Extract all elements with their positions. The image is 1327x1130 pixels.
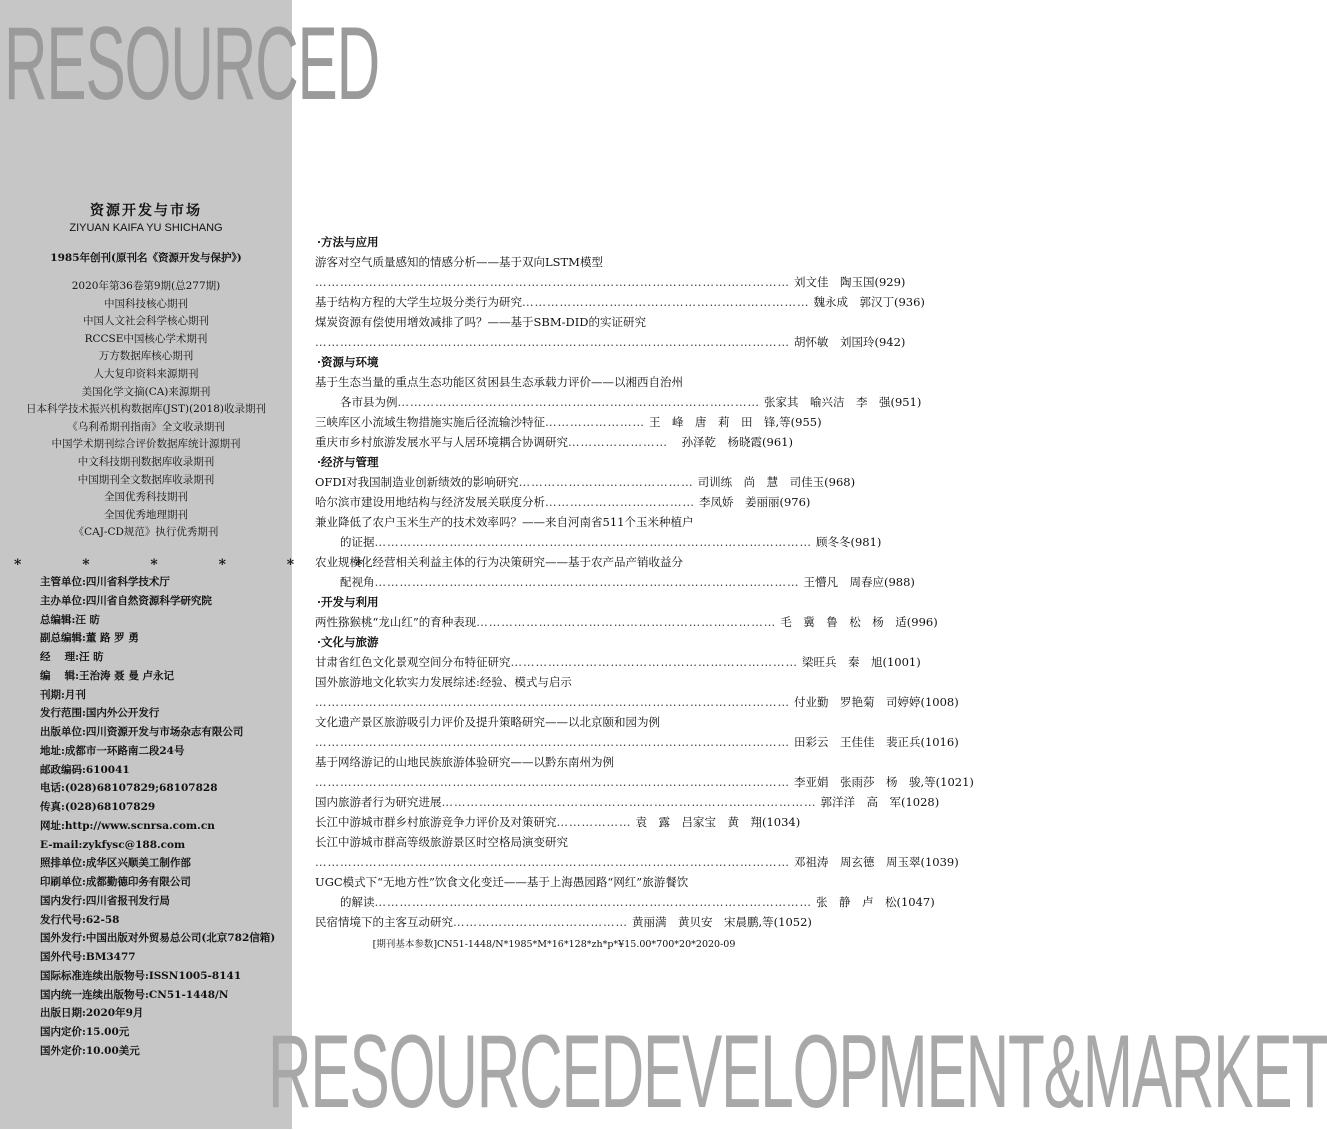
article-authors: 田彩云 王佳佳 裴正兵(1016) xyxy=(794,735,959,749)
masthead-part1: RESOURCED xyxy=(4,6,379,122)
article-title: 国内旅游者行为研究进展 xyxy=(315,795,442,809)
article-byline: …………………………………………………………………………………………………… 李亚娟 张雨莎 杨 骏,等(1021) xyxy=(315,772,793,792)
article-authors: 王懵凡 周春应(988) xyxy=(803,575,915,589)
info-line: 地址:成都市一环路南二段24号 xyxy=(40,744,185,757)
founded-note: 1985年创刊(原刊名《资源开发与保护》) xyxy=(50,252,242,264)
article-title[interactable]: 长江中游城市群高等级旅游景区时空格局演变研究 xyxy=(315,835,568,849)
issue-line: 2020年第36卷第9期(总277期) xyxy=(71,280,221,292)
article-title-cont: 配视角 xyxy=(340,575,375,589)
info-line: 国外代号:BM3477 xyxy=(40,951,136,963)
indexing-item: 中文科技期刊数据库收录期刊 xyxy=(77,455,215,468)
article-authors: 李亚娟 张雨莎 杨 骏,等(1021) xyxy=(794,775,974,789)
article-title[interactable]: UGC模式下“无地方性”饮食文化变迁——基于上海愚园路“网红”旅游餐饮 xyxy=(315,875,689,889)
article-entry[interactable]: 哈尔滨市建设用地结构与经济发展关联度分析 ……………………………… 李凤娇 姜丽丽(976) xyxy=(315,492,793,512)
journal-title: 资源开发与市场 xyxy=(90,203,202,219)
info-line: 国内定价:15.00元 xyxy=(40,1026,130,1038)
indexing-item: RCCSE中国核心学术期刊 xyxy=(84,332,208,345)
article-authors: 张 静 卢 松(1047) xyxy=(816,895,935,909)
article-title[interactable]: 国外旅游地文化软实力发展综述:经验、模式与启示 xyxy=(315,675,572,689)
article-title[interactable]: 游客对空气质量感知的情感分析——基于双向LSTM模型 xyxy=(315,255,603,269)
article-authors: 魏永成 郭汉丁(936) xyxy=(813,295,925,309)
article-entry[interactable]: 长江中游城市群乡村旅游竞争力评价及对策研究 ……………… 袁 露 吕家宝 黄 翔(1034) xyxy=(315,812,793,832)
article-title: 两性猕猴桃“龙山红”的育种表现 xyxy=(315,615,477,629)
article-authors: 胡怀敏 刘国玲(942) xyxy=(794,335,906,349)
article-title[interactable]: 基于网络游记的山地民族旅游体验研究——以黔东南州为例 xyxy=(315,755,614,769)
article-authors: 刘文佳 陶玉国(929) xyxy=(794,275,906,289)
info-line: 总编辑:汪 昉 xyxy=(40,613,101,626)
article-authors: 梁旺兵 秦 旭(1001) xyxy=(802,655,921,669)
info-line: 国际标准连续出版物号:ISSN1005-8141 xyxy=(40,969,242,982)
article-authors: 毛 冀 鲁 松 杨 适(996) xyxy=(780,615,938,629)
article-entry[interactable]: 甘肃省红色文化景观空间分布特征研究 …………………………………………………………… 梁旺兵 秦 旭(1001) xyxy=(315,652,793,672)
info-line: 刊期:月刊 xyxy=(40,688,86,701)
article-authors: 张家其 喻兴洁 李 强(951) xyxy=(764,395,922,409)
article-title[interactable]: 煤炭资源有偿使用增效减排了吗？——基于SBM-DID的实证研究 xyxy=(315,315,646,329)
article-authors: 袁 露 吕家宝 黄 翔(1034) xyxy=(635,815,801,829)
article-byline: 各市县为例 …………………………………………………………………………… 张家其 喻兴洁 李 强(951) xyxy=(315,392,793,412)
star-divider: * * * * * * xyxy=(14,557,391,573)
indexing-item: 万方数据库核心期刊 xyxy=(98,350,194,363)
article-title: 民宿情境下的主客互动研究 xyxy=(315,915,453,929)
article-byline: 的证据 …………………………………………………………………………………………… 顾冬冬(981) xyxy=(315,532,793,552)
article-authors: 司训练 尚 慧 司佳玉(968) xyxy=(697,475,856,489)
article-title: OFDI对我国制造业创新绩效的影响研究 xyxy=(315,475,519,489)
article-title[interactable]: 文化遗产景区旅游吸引力评价及提升策略研究——以北京颐和园为例 xyxy=(315,715,660,729)
article-entry[interactable]: 基于结构方程的大学生垃圾分类行为研究 …………………………………………………………… 魏永成 郭汉丁(936) xyxy=(315,292,793,312)
article-title: 哈尔滨市建设用地结构与经济发展关联度分析 xyxy=(315,495,545,509)
info-line: 编 辑:王治涛 聂 曼 卢永记 xyxy=(40,669,174,682)
article-byline: …………………………………………………………………………………………………… 胡怀敏 刘国玲(942) xyxy=(315,332,793,352)
article-authors: 孙泽乾 杨晓霞(961) xyxy=(681,435,793,449)
article-entry[interactable]: 三峡库区小流域生物措施实施后径流输沙特征 …………………… 王 峰 唐 莉 田 锋,等(955) xyxy=(315,412,793,432)
article-title[interactable]: 农业规模化经营相关利益主体的行为决策研究——基于农产品产销收益分 xyxy=(315,555,683,569)
section-heading: ·经济与管理 xyxy=(317,455,379,469)
article-entry[interactable]: 重庆市乡村旅游发展水平与人居环境耦合协调研究 …………………… 孙泽乾 杨晓霞(961) xyxy=(315,432,793,452)
article-entry[interactable]: 民宿情境下的主客互动研究 …………………………………… 黄丽满 黄贝安 宋晨鹏,等(1052) xyxy=(315,912,793,932)
article-entry[interactable]: OFDI对我国制造业创新绩效的影响研究 …………………………………… 司训练 尚 慧 司佳玉(968) xyxy=(315,472,793,492)
info-line: 国内统一连续出版物号:CN51-1448/N xyxy=(40,988,229,1001)
indexing-item: 《CAJ-CD规范》执行优秀期刊 xyxy=(73,526,219,539)
info-line: 电话:(028)68107829;68107828 xyxy=(40,782,218,795)
article-title: 甘肃省红色文化景观空间分布特征研究 xyxy=(315,655,511,669)
indexing-list xyxy=(0,278,292,542)
info-line: 国内发行:四川省报刊发行局 xyxy=(40,894,170,907)
article-title-cont: 的证据 xyxy=(340,535,375,549)
article-title-cont: 的解读 xyxy=(340,895,375,909)
info-line: 出版日期:2020年9月 xyxy=(40,1007,144,1020)
article-authors: 邓祖涛 周玄德 周玉翠(1039) xyxy=(794,855,959,869)
indexing-item: 全国优秀地理期刊 xyxy=(104,508,188,521)
info-line: 邮政编码:610041 xyxy=(40,763,130,776)
article-title: 基于结构方程的大学生垃圾分类行为研究 xyxy=(315,295,522,309)
journal-pinyin: ZIYUAN KAIFA YU SHICHANG xyxy=(69,222,223,234)
indexing-item: 中国期刊全文数据库收录期刊 xyxy=(77,473,215,486)
indexing-item: 美国化学文摘(CA)来源期刊 xyxy=(81,385,211,398)
article-authors: 顾冬冬(981) xyxy=(816,535,882,549)
article-authors: 付业勤 罗艳菊 司婷婷(1008) xyxy=(794,695,959,709)
article-byline: …………………………………………………………………………………………………… 付业勤 罗艳菊 司婷婷(1008) xyxy=(315,692,793,712)
masthead-banner xyxy=(4,6,1064,122)
article-byline: …………………………………………………………………………………………………… 刘文佳 陶玉国(929) xyxy=(315,272,793,292)
article-byline: …………………………………………………………………………………………………… 邓祖涛 周玄德 周玉翠(1039) xyxy=(315,852,793,872)
article-title[interactable]: 兼业降低了农户玉米生产的技术效率吗？——来自河南省511个玉米种植户 xyxy=(315,515,694,529)
indexing-item: 日本科学技术振兴机构数据库(JST)(2018)收录期刊 xyxy=(25,403,266,416)
article-authors: 黄丽满 黄贝安 宋晨鹏,等(1052) xyxy=(632,915,812,929)
article-entry[interactable]: 两性猕猴桃“龙山红”的育种表现 ……………………………………………………………… 毛 冀 鲁 松 杨 适(996) xyxy=(315,612,793,632)
info-line: 传真:(028)68107829 xyxy=(40,801,156,813)
info-line: 发行代号:62-58 xyxy=(40,913,120,926)
indexing-item: 中国科技核心期刊 xyxy=(104,297,188,310)
info-line: 国外定价:10.00美元 xyxy=(40,1044,140,1057)
table-of-contents xyxy=(315,232,974,955)
article-entry[interactable]: 国内旅游者行为研究进展 ……………………………………………………………………………… 郭洋洋 高 军(1028) xyxy=(315,792,793,812)
info-line: 国外发行:中国出版对外贸易总公司(北京782信箱) xyxy=(40,932,276,945)
article-title-cont: 各市县为例 xyxy=(340,395,398,409)
article-authors: 王 峰 唐 莉 田 锋,等(955) xyxy=(649,415,822,429)
indexing-item: 中国人文社会科学核心期刊 xyxy=(83,315,209,328)
article-title[interactable]: 基于生态当量的重点生态功能区贫困县生态承载力评价——以湘西自治州 xyxy=(315,375,683,389)
info-line: 发行范围:国内外公开发行 xyxy=(40,707,160,720)
article-authors: 郭洋洋 高 军(1028) xyxy=(820,795,940,809)
info-line: 经 理:汪 昉 xyxy=(40,651,104,663)
article-title: 重庆市乡村旅游发展水平与人居环境耦合协调研究 xyxy=(315,435,568,449)
indexing-item: 人大复印资料来源期刊 xyxy=(93,367,199,380)
indexing-item: 中国学术期刊综合评价数据库统计源期刊 xyxy=(51,438,241,451)
article-authors: 李凤娇 姜丽丽(976) xyxy=(699,495,811,509)
info-line: 副总编辑:董 路 罗 勇 xyxy=(40,632,139,645)
info-line: 出版单位:四川资源开发与市场杂志有限公司 xyxy=(40,726,244,738)
masthead-part2: EVELOPMENT&MARKET xyxy=(378,6,1064,122)
publication-info xyxy=(40,573,290,1061)
indexing-item: 全国优秀科技期刊 xyxy=(104,491,188,504)
info-line: 主管单位:四川省科学技术厅 xyxy=(40,576,170,588)
info-line: 照排单位:成华区兴顺美工制作部 xyxy=(40,857,191,870)
section-heading: ·资源与环境 xyxy=(317,355,379,369)
article-byline: 配视角 ………………………………………………………………………………………… 王懵凡 周春应(988) xyxy=(315,572,793,592)
info-line: 主办单位:四川省自然资源科学研究院 xyxy=(40,594,212,607)
footer-banner: RESOURCEDEVELOPMENT&MARKET xyxy=(268,1014,1327,1130)
article-byline: 的解读 …………………………………………………………………………………………… 张 静 卢 松(1047) xyxy=(315,892,793,912)
journal-parameters: [期刊基本参数]CN51-1448/N*1985*M*16*128*zh*p*¥15.00*700*20*2020-09 xyxy=(372,939,736,950)
article-title: 三峡库区小流域生物措施实施后径流输沙特征 xyxy=(315,415,545,429)
info-line: 印刷单位:成都勤德印务有限公司 xyxy=(40,876,191,888)
info-line: E-mail:zykfysc@188.com xyxy=(40,838,186,851)
section-heading: ·开发与利用 xyxy=(317,595,379,609)
section-heading: ·文化与旅游 xyxy=(317,635,379,649)
indexing-item: 《乌利希期刊指南》全文收录期刊 xyxy=(67,420,225,433)
article-byline: …………………………………………………………………………………………………… 田彩云 王佳佳 裴正兵(1016) xyxy=(315,732,793,752)
info-line: 网址:http://www.scnrsa.com.cn xyxy=(40,819,215,832)
article-title: 长江中游城市群乡村旅游竞争力评价及对策研究 xyxy=(315,815,557,829)
section-heading: ·方法与应用 xyxy=(317,235,379,249)
